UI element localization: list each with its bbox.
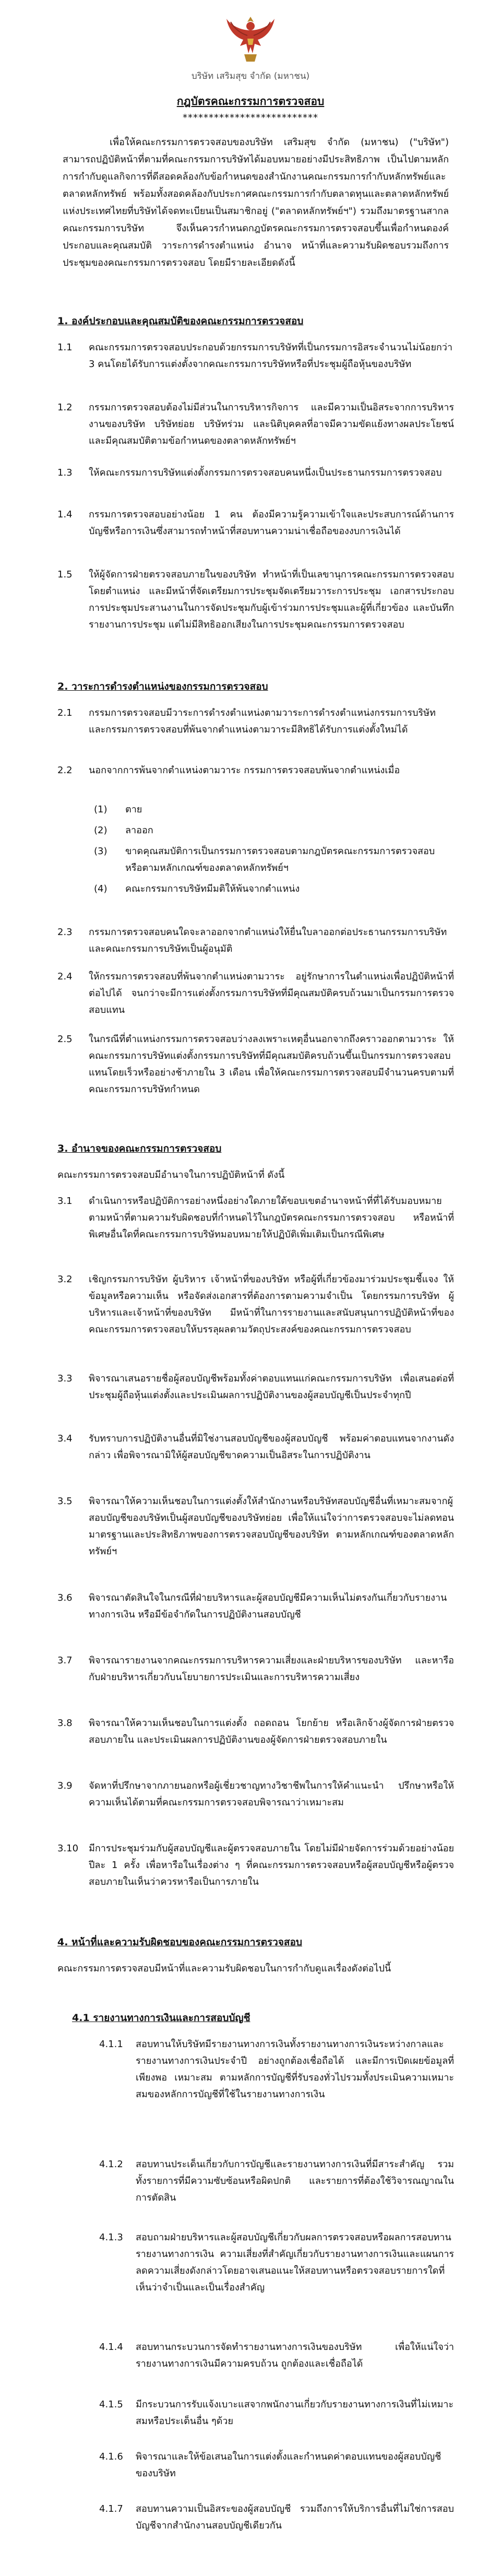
section-3-item (57, 1431, 454, 1464)
item-text: สอบทานประเด็นเกี่ยวกับการบัญชีและรายงานทางการเงินที่มีสาระสำคัญ รวมทั้งรายการที่มีความซับซ้อนหรือผิดปกติ และรายการที่ต้องใช้วิจารณญาณในการตัดสิน (136, 2159, 454, 2203)
item-text: ดำเนินการหรือปฏิบัติการอย่างหนึ่งอย่างใดภายใต้ขอบเขตอำนาจหน้าที่ที่ได้รับมอบหมายตามหน้าที่ตามความรับผิดชอบที่กำหนดไว้ในกฎบัตรคณะกรรมการตรวจสอบ หรือหน้าที่พิเศษอื่นใดที่คณะกรรมการบริษัทมอบหมายให้ปฏิบัติเพิ่มเติมเป็นกรณีพิเศษ (89, 1196, 454, 1240)
section-2-item (57, 1031, 454, 1098)
list-text: ลาออก (125, 825, 153, 836)
section-3-item (57, 1778, 454, 1811)
item-number: 3.6 (57, 1592, 73, 1603)
section-2-item (57, 762, 454, 779)
list-text: ตาย (125, 804, 142, 815)
item-number: 3.9 (57, 1780, 73, 1791)
item-number: 4.1.6 (99, 2451, 123, 2462)
section-3-item (57, 1271, 454, 1338)
section-3-item (57, 1715, 454, 1748)
section-3-item (57, 1840, 454, 1890)
item-text: กรรมการตรวจสอบอย่างน้อย 1 คน ต้องมีความรู้ความเข้าใจและประสบการณ์ด้านการบัญชีหรือการเงินซึ่งสามารถทำหน้าที่สอบทานความน่าเชื่อถือของงบการเงินได้ (89, 509, 454, 537)
item-number: 3.1 (57, 1196, 73, 1207)
item-number: 4.1.5 (99, 2399, 123, 2410)
item-number: 3.4 (57, 1433, 73, 1444)
item-text: กรรมการตรวจสอบมีวาระการดำรงตำแหน่งตามวาระการดำรงตำแหน่งกรรมการบริษัท และกรรมการตรวจสอบที่พ้นจากตำแหน่งตามวาระมีสิทธิได้รับการแต่งตั้งใหม่ได้ (89, 707, 436, 735)
item-text: สอบทานความเป็นอิสระของผู้สอบบัญชี รวมถึงการให้บริการอื่นที่ไม่ใช่การสอบบัญชีจากสำนักงานสอบบัญชีเดียวกัน (136, 2503, 454, 2531)
item-text: พิจารณาเสนอรายชื่อผู้สอบบัญชีพร้อมทั้งค่าตอบแทนแก่คณะกรรมการบริษัท เพื่อเสนอต่อที่ประชุมผู้ถือหุ้นแต่งตั้งและประเมินผลการปฏิบัติงานของผู้สอบบัญชีเป็นประจำทุกปี (89, 1373, 454, 1401)
section-4-item (99, 2036, 454, 2103)
list-number: (1) (94, 804, 108, 815)
section-1-item (57, 506, 454, 540)
section-1-item (57, 339, 454, 373)
item-text: มีกระบวนการรับแจ้งเบาะแสจากพนักงานเกี่ยวกับรายงานทางการเงินที่ไม่เหมาะสมหรือประเด็นอื่น ๆด้วย (136, 2399, 454, 2427)
section-4-item (99, 2501, 454, 2534)
item-text: ให้ผู้จัดการฝ่ายตรวจสอบภายในของบริษัท ทำหน้าที่เป็นเลขานุการคณะกรรมการตรวจสอบโดยตำแหน่ง และมีหน้าที่จัดเตรียมการประชุมจัดเตรียมวาระการประชุม เอกสารประกอบการประชุมประสานงานในการจัดประชุมกับผู้เข้าร่วมการประชุมและผู้ที่เกี่ยวข้อง และบันทึกรายงานการประชุม แต่ไม่มีสิทธิออกเสียงในการประชุมคณะกรรมการตรวจสอบ (89, 569, 454, 630)
section-3-item (57, 1590, 454, 1623)
item-text: นอกจากการพ้นจากตำแหน่งตามวาระ กรรมการตรวจสอบพ้นจากตำแหน่งเมื่อ (89, 765, 400, 776)
item-text: พิจารณาให้ความเห็นชอบในการแต่งตั้ง ถอดถอน โยกย้าย หรือเลิกจ้างผู้จัดการฝ่ายตรวจสอบภายใน และประเมินผลการปฏิบัติงานของผู้จัดการฝ่ายตรวจสอบภายใน (89, 1718, 454, 1745)
item-number: 4.1.7 (99, 2503, 123, 2514)
section-1-item (57, 399, 454, 450)
item-number: 1.5 (57, 569, 73, 580)
item-text: พิจารณาและให้ข้อเสนอในการแต่งตั้งและกำหนดค่าตอบแทนของผู้สอบบัญชีของบริษัท (136, 2451, 442, 2479)
list-number: (4) (94, 883, 108, 894)
item-number: 2.1 (57, 707, 73, 718)
section-4-item (99, 2156, 454, 2206)
item-number: 2.5 (57, 1034, 73, 1045)
section-1-item (57, 566, 454, 633)
section-3-lead: คณะกรรมการตรวจสอบมีอำนาจในการปฏิบัติหน้าที่ ดังนี้ (57, 1169, 285, 1180)
subsection-4-1-heading: 4.1 รายงานทางการเงินและการสอบบัญชี (72, 2012, 250, 2024)
section-2-heading: 2. วาระการดำรงตำแหน่งของกรรมการตรวจสอบ (57, 681, 268, 692)
section-2-item (57, 924, 454, 958)
item-text: จัดหาที่ปรึกษาจากภายนอกหรือผู้เชี่ยวชาญทางวิชาชีพในการให้คำแนะนำ ปรึกษาหรือให้ความเห็นได้ตามที่คณะกรรมการตรวจสอบพิจารณาว่าเหมาะสม (89, 1780, 454, 1808)
item-text: กรรมการตรวจสอบต้องไม่มีส่วนในการบริหารกิจการ และมีความเป็นอิสระจากการบริหารงานของบริษัท บริษัทย่อย บริษัทร่วม และนิติบุคคลที่อาจมีความขัดแย้งทางผลประโยชน์ และมีคุณสมบัติตามข้อกำหนดของตลาดหลักทรัพย์ฯ (89, 402, 454, 446)
removal-reasons-list (94, 801, 454, 897)
item-number: 4.1.2 (99, 2159, 123, 2170)
section-4-heading: 4. หน้าที่และความรับผิดชอบของคณะกรรมการตรวจสอบ (57, 1936, 302, 1948)
item-text: พิจารณารายงานจากคณะกรรมการบริหารความเสี่ยงและฝ่ายบริหารของบริษัท และหารือกับฝ่ายบริหารเกี่ยวกับนโยบายการประเมินและการบริหารความเสี่ยง (89, 1655, 454, 1683)
section-3-heading: 3. อำนาจของคณะกรรมการตรวจสอบ (57, 1143, 222, 1154)
section-2-item (57, 968, 454, 1019)
item-number: 3.8 (57, 1718, 73, 1729)
item-text: เชิญกรรมการบริษัท ผู้บริหาร เจ้าหน้าที่ของบริษัท หรือผู้ที่เกี่ยวข้องมาร่วมประชุมชี้แจง ให้ข้อมูลหรือความเห็น หรือจัดส่งเอกสารที่ต้องการตามความจำเป็น โดยกรรมการบริษัท ผู้บริหารและเจ้าหน้าที่ของบริษัท มีหน้าที่ในการรายงานและสนับสนุนการปฏิบัติหน้าที่ของคณะกรรมการตรวจสอบให้บรรลุผลตามวัตถุประสงค์ของคณะกรรมการตรวจสอบ (89, 1274, 454, 1335)
item-text: พิจารณาตัดสินใจในกรณีที่ฝ่ายบริหารและผู้สอบบัญชีมีความเห็นไม่ตรงกันเกี่ยวกับรายงานทางการเงิน หรือมีข้อจำกัดในการปฏิบัติงานสอบบัญชี (89, 1592, 447, 1620)
item-number: 4.1.4 (99, 2342, 123, 2353)
item-number: 3.2 (57, 1274, 73, 1285)
section-3-item (57, 1493, 454, 1560)
item-text: สอบถามฝ่ายบริหารและผู้สอบบัญชีเกี่ยวกับผลการตรวจสอบหรือผลการสอบทานรายงานทางการเงิน ความเสี่ยงที่สำคัญเกี่ยวกับรายงานทางการเงินและแผนการลดความเสี่ยงดังกล่าวโดยอาจเสนอแนะให้สอบทานหรือตรวจสอบรายการใดที่เห็นว่าจำเป็นและเป็นเรื่องสำคัญ (136, 2232, 454, 2293)
list-text: คณะกรรมการบริษัทมีมติให้พ้นจากตำแหน่ง (125, 883, 300, 894)
item-number: 3.5 (57, 1496, 73, 1507)
section-4-item (99, 2229, 454, 2296)
item-text: มีการประชุมร่วมกับผู้สอบบัญชีและผู้ตรวจสอบภายใน โดยไม่มีฝ่ายจัดการร่วมด้วยอย่างน้อยปีละ 1 ครั้ง เพื่อหารือในเรื่องต่าง ๆ ที่คณะกรรมการตรวจสอบหรือผู้สอบบัญชีหรือผู้ตรวจสอบภายในเห็นว่าควรหารือเป็นการภายใน (89, 1843, 454, 1887)
item-number: 4.1.3 (99, 2232, 123, 2243)
item-number: 2.3 (57, 927, 73, 938)
section-3-item (57, 1193, 454, 1243)
list-item (94, 881, 454, 897)
intro-paragraph: เพื่อให้คณะกรรมการตรวจสอบของบริษัท เสริมสุข จำกัด (มหาชน) ("บริษัท") สามารถปฏิบัติหน้าที่ตามที่คณะกรรมการบริษัทได้มอบหมายอย่างมีประสิทธิภาพ เป็นไปตามหลักการกำกับดูแลกิจการที่ดีสอดคล้องกับข้อกำหนดของสำนักงานคณะกรรมการกำกับหลักทรัพย์และตลาดหลักทรัพย์ พร้อมทั้งสอดคล้องกับประกาศคณะกรรมการกำกับตลาดทุนและตลาดหลักทรัพย์แห่งประเทศไทยที่บริษัทได้จดทะเบียนเป็นสมาชิกอยู่ ("ตลาดหลักทรัพย์ฯ") รวมถึงมาตรฐานสากล คณะกรรมการบริษัท จึงเห็นควรกำหนดกฎบัตรคณะกรรมการตรวจสอบขึ้นเพื่อกำหนดองค์ประกอบและคุณสมบัติ วาระการดำรงตำแหน่ง อำนาจ หน้าที่และความรับผิดชอบรวมถึงการประชุมของคณะกรรมการตรวจสอบ โดยมีรายละเอียดดังนี้ (63, 137, 449, 268)
item-text: สอบทานให้บริษัทมีรายงานทางการเงินทั้งรายงานทางการเงินระหว่างกาลและรายงานทางการเงินประจำปี อย่างถูกต้องเชื่อถือได้ และมีการเปิดเผยข้อมูลที่เพียงพอ เหมาะสม ตามหลักการบัญชีที่รับรองทั่วไปรวมทั้งประเมินความเหมาะสมของหลักการบัญชีที่ใช้ในรายงานทางการเงิน (136, 2039, 454, 2100)
item-text: ให้กรรมการตรวจสอบที่พ้นจากตำแหน่งตามวาระ อยู่รักษาการในตำแหน่งเพื่อปฏิบัติหน้าที่ต่อไปได้ จนกว่าจะมีการแต่งตั้งกรรมการบริษัทที่มีคุณสมบัติครบถ้วนมาเป็นกรรมการตรวจสอบแทน (89, 971, 454, 1015)
list-item (94, 801, 454, 818)
section-4-lead: คณะกรรมการตรวจสอบมีหน้าที่และความรับผิดชอบในการกำกับดูแลเรื่องดังต่อไปนี้ (57, 1963, 391, 1974)
company-name: บริษัท เสริมสุข จำกัด (มหาชน) (191, 71, 310, 81)
section-4-item (99, 2396, 454, 2430)
section-2-item (57, 705, 454, 738)
document-title: กฎบัตรคณะกรรมการตรวจสอบ (176, 95, 325, 108)
section-4-item (99, 2449, 454, 2482)
item-number: 1.2 (57, 402, 73, 413)
title-divider: ************************** (183, 112, 318, 123)
item-number: 3.7 (57, 1655, 73, 1666)
item-text: คณะกรรมการตรวจสอบประกอบด้วยกรรมการบริษัทที่เป็นกรรมการอิสระจำนวนไม่น้อยกว่า 3 คนโดยได้รับการแต่งตั้งจากคณะกรรมการบริษัทหรือที่ประชุมผู้ถือหุ้นของบริษัท (89, 342, 452, 370)
list-text: ขาดคุณสมบัติการเป็นกรรมการตรวจสอบตามกฎบัตรคณะกรรมการตรวจสอบ หรือตามหลักเกณฑ์ของตลาดหลักทรัพย์ฯ (125, 846, 435, 873)
item-text: ในกรณีที่ตำแหน่งกรรมการตรวจสอบว่างลงเพราะเหตุอื่นนอกจากถึงคราวออกตามวาระ ให้คณะกรรมการบริษัทแต่งตั้งกรรมการบริษัทที่มีคุณสมบัติครบถ้วนขึ้นเป็นกรรมการตรวจสอบแทนโดยเร็วหรืออย่างช้าภายใน 3 เดือน เพื่อให้คณะกรรมการตรวจสอบมีจำนวนครบตามที่คณะกรรมการบริษัทกำหนด (89, 1034, 454, 1095)
section-1-item (57, 465, 454, 481)
item-text: กรรมการตรวจสอบคนใดจะลาออกจากตำแหน่งให้ยื่นใบลาออกต่อประธานกรรมการบริษัทและคณะกรรมการบริษัทเป็นผู้อนุมัติ (89, 927, 447, 954)
section-3-item (57, 1652, 454, 1686)
list-item (94, 843, 454, 877)
item-text: สอบทานกระบวนการจัดทำรายงานทางการเงินของบริษัท เพื่อให้แน่ใจว่ารายงานทางการเงินมีความครบถ้วน ถูกต้องและเชื่อถือได้ (136, 2342, 454, 2369)
item-number: 3.10 (57, 1843, 79, 1854)
garuda-emblem-icon (224, 15, 277, 64)
item-text: พิจารณาให้ความเห็นชอบในการแต่งตั้งให้สำนักงานหรือบริษัทสอบบัญชีอื่นที่เหมาะสมจากผู้สอบบัญชีของบริษัทเป็นผู้สอบบัญชีของบริษัทย่อย เพื่อให้แน่ใจว่าการตรวจสอบจะไม่ลดทอนมาตรฐานและประสิทธิภาพของการตรวจสอบบัญชีของบริษัท ตามหลักเกณฑ์ของตลาดหลักทรัพย์ฯ (89, 1496, 454, 1557)
item-number: 1.1 (57, 342, 73, 353)
list-item (94, 822, 454, 839)
item-number: 2.4 (57, 971, 73, 982)
item-number: 4.1.1 (99, 2039, 123, 2050)
section-4-item (99, 2339, 454, 2372)
section-3-item (57, 1370, 454, 1404)
item-number: 2.2 (57, 765, 73, 776)
item-number: 3.3 (57, 1373, 73, 1384)
section-1-heading: 1. องค์ประกอบและคุณสมบัติของคณะกรรมการตรวจสอบ (57, 315, 304, 327)
item-number: 1.4 (57, 509, 73, 520)
item-text: รับทราบการปฏิบัติงานอื่นที่มิใช่งานสอบบัญชีของผู้สอบบัญชี พร้อมค่าตอบแทนจากงานดังกล่าว เพื่อพิจารณามิให้ผู้สอบบัญชีขาดความเป็นอิสระในการปฏิบัติงาน (89, 1433, 454, 1461)
item-number: 1.3 (57, 467, 73, 478)
item-text: ให้คณะกรรมการบริษัทแต่งตั้งกรรมการตรวจสอบคนหนึ่งเป็นประธานกรรมการตรวจสอบ (89, 467, 442, 478)
list-number: (3) (94, 846, 108, 857)
list-number: (2) (94, 825, 108, 836)
